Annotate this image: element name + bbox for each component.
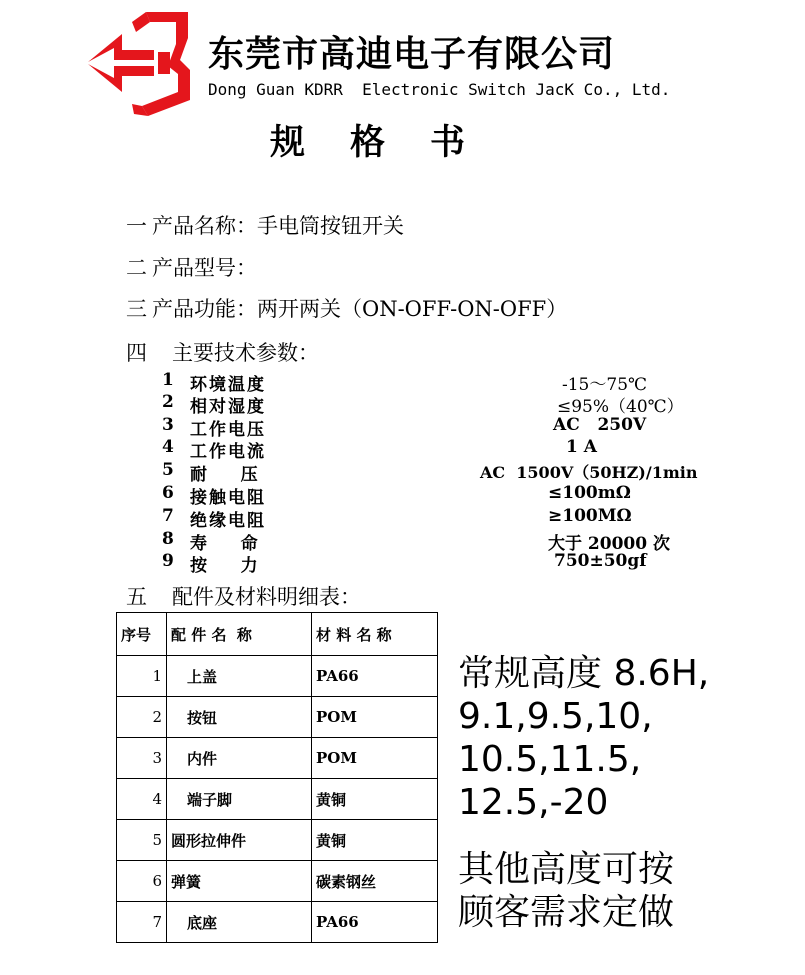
row-index: 4 xyxy=(117,779,167,820)
param-value: 1 A xyxy=(566,437,597,457)
param-value: 750±50gf xyxy=(554,551,647,571)
param-value: ≤95%（40℃） xyxy=(557,397,684,417)
company-name-cn: 东莞市高迪电子有限公司 xyxy=(208,34,616,75)
row-part-name: 弹簧 xyxy=(167,861,312,902)
param-label: 环境温度 xyxy=(190,375,266,395)
table-row xyxy=(117,738,438,779)
row-material: 黄铜 xyxy=(312,820,438,861)
param-value: ≤100mΩ xyxy=(548,483,631,503)
company-logo xyxy=(84,8,194,120)
custom-line: 顾客需求定做 xyxy=(458,892,675,933)
header-index: 序号 xyxy=(117,613,167,656)
row-index: 7 xyxy=(117,902,167,943)
row-material: 黄铜 xyxy=(312,779,438,820)
table-row xyxy=(117,902,438,943)
heights-line: 常规高度 8.6H, xyxy=(458,653,710,694)
row-part-name: 上盖 xyxy=(167,656,312,697)
param-number: 2 xyxy=(162,392,174,412)
param-number: 6 xyxy=(162,483,174,503)
row-part-name: 内件 xyxy=(167,738,312,779)
param-value: 大于 20000 次 xyxy=(548,534,670,554)
row-index: 1 xyxy=(117,656,167,697)
row-index: 5 xyxy=(117,820,167,861)
company-name-en: Dong Guan KDRR Electronic Switch JacK Co., Ltd. xyxy=(208,80,671,99)
heights-line: 12.5,-20 xyxy=(458,782,609,823)
row-material: PA66 xyxy=(312,902,438,943)
param-label: 绝缘电阻 xyxy=(190,511,266,531)
param-label: 按 力 xyxy=(190,556,260,576)
row-index: 6 xyxy=(117,861,167,902)
table-row xyxy=(117,656,438,697)
section-text: 产品功能：两开两关（ON-OFF-ON-OFF） xyxy=(152,297,568,321)
header-part-name: 配 件 名 称 xyxy=(167,613,312,656)
param-number: 5 xyxy=(162,460,174,480)
param-label: 耐 压 xyxy=(190,465,260,485)
section-product-name xyxy=(126,210,404,240)
heights-line: 10.5,11.5, xyxy=(458,739,642,780)
section-product-model xyxy=(126,252,257,282)
param-number: 3 xyxy=(162,415,174,435)
custom-line: 其他高度可按 xyxy=(458,849,675,890)
heights-line: 9.1,9.5,10, xyxy=(458,696,653,737)
param-value: -15～75℃ xyxy=(562,375,648,395)
param-label: 寿 命 xyxy=(190,534,260,554)
section-text: 主要技术参数： xyxy=(172,341,319,365)
param-label: 工作电压 xyxy=(190,420,266,440)
param-number: 4 xyxy=(162,437,174,457)
section-number: 五 xyxy=(126,585,147,609)
table-row xyxy=(117,820,438,861)
section-text: 产品型号： xyxy=(152,256,257,280)
param-number: 1 xyxy=(162,370,174,390)
heights-note xyxy=(458,652,709,824)
row-part-name: 圆形拉伸件 xyxy=(167,820,312,861)
table-row xyxy=(117,861,438,902)
section-parts-list xyxy=(126,581,361,611)
param-number: 7 xyxy=(162,506,174,526)
row-part-name: 底座 xyxy=(167,902,312,943)
logo-mark xyxy=(88,12,190,116)
param-label: 相对湿度 xyxy=(190,397,266,417)
document-title: 规格书 xyxy=(270,123,511,163)
row-material: POM xyxy=(312,738,438,779)
row-index: 2 xyxy=(117,697,167,738)
section-product-function xyxy=(126,293,567,323)
section-number: 三 xyxy=(126,297,147,321)
table-row xyxy=(117,779,438,820)
parts-table xyxy=(116,612,438,943)
param-number: 8 xyxy=(162,529,174,549)
row-part-name: 按钮 xyxy=(167,697,312,738)
section-text: 配件及材料明细表： xyxy=(172,585,361,609)
row-material: 碳素钢丝 xyxy=(312,861,438,902)
row-part-name: 端子脚 xyxy=(167,779,312,820)
custom-note xyxy=(458,848,674,934)
param-number: 9 xyxy=(162,551,174,571)
table-row xyxy=(117,697,438,738)
param-value: ≥100MΩ xyxy=(548,506,632,526)
section-tech-params xyxy=(126,337,319,367)
param-label: 工作电流 xyxy=(190,442,266,462)
param-value: AC 1500V（50HZ)/1min xyxy=(480,463,698,482)
row-index: 3 xyxy=(117,738,167,779)
section-number: 二 xyxy=(126,256,147,280)
section-number: 四 xyxy=(126,341,147,365)
table-header-row xyxy=(117,613,438,656)
param-label: 接触电阻 xyxy=(190,488,266,508)
row-material: POM xyxy=(312,697,438,738)
section-text: 产品名称：手电筒按钮开关 xyxy=(152,214,404,238)
section-number: 一 xyxy=(126,214,147,238)
param-value: AC 250V xyxy=(553,415,647,435)
header-material: 材 料 名 称 xyxy=(312,613,438,656)
row-material: PA66 xyxy=(312,656,438,697)
